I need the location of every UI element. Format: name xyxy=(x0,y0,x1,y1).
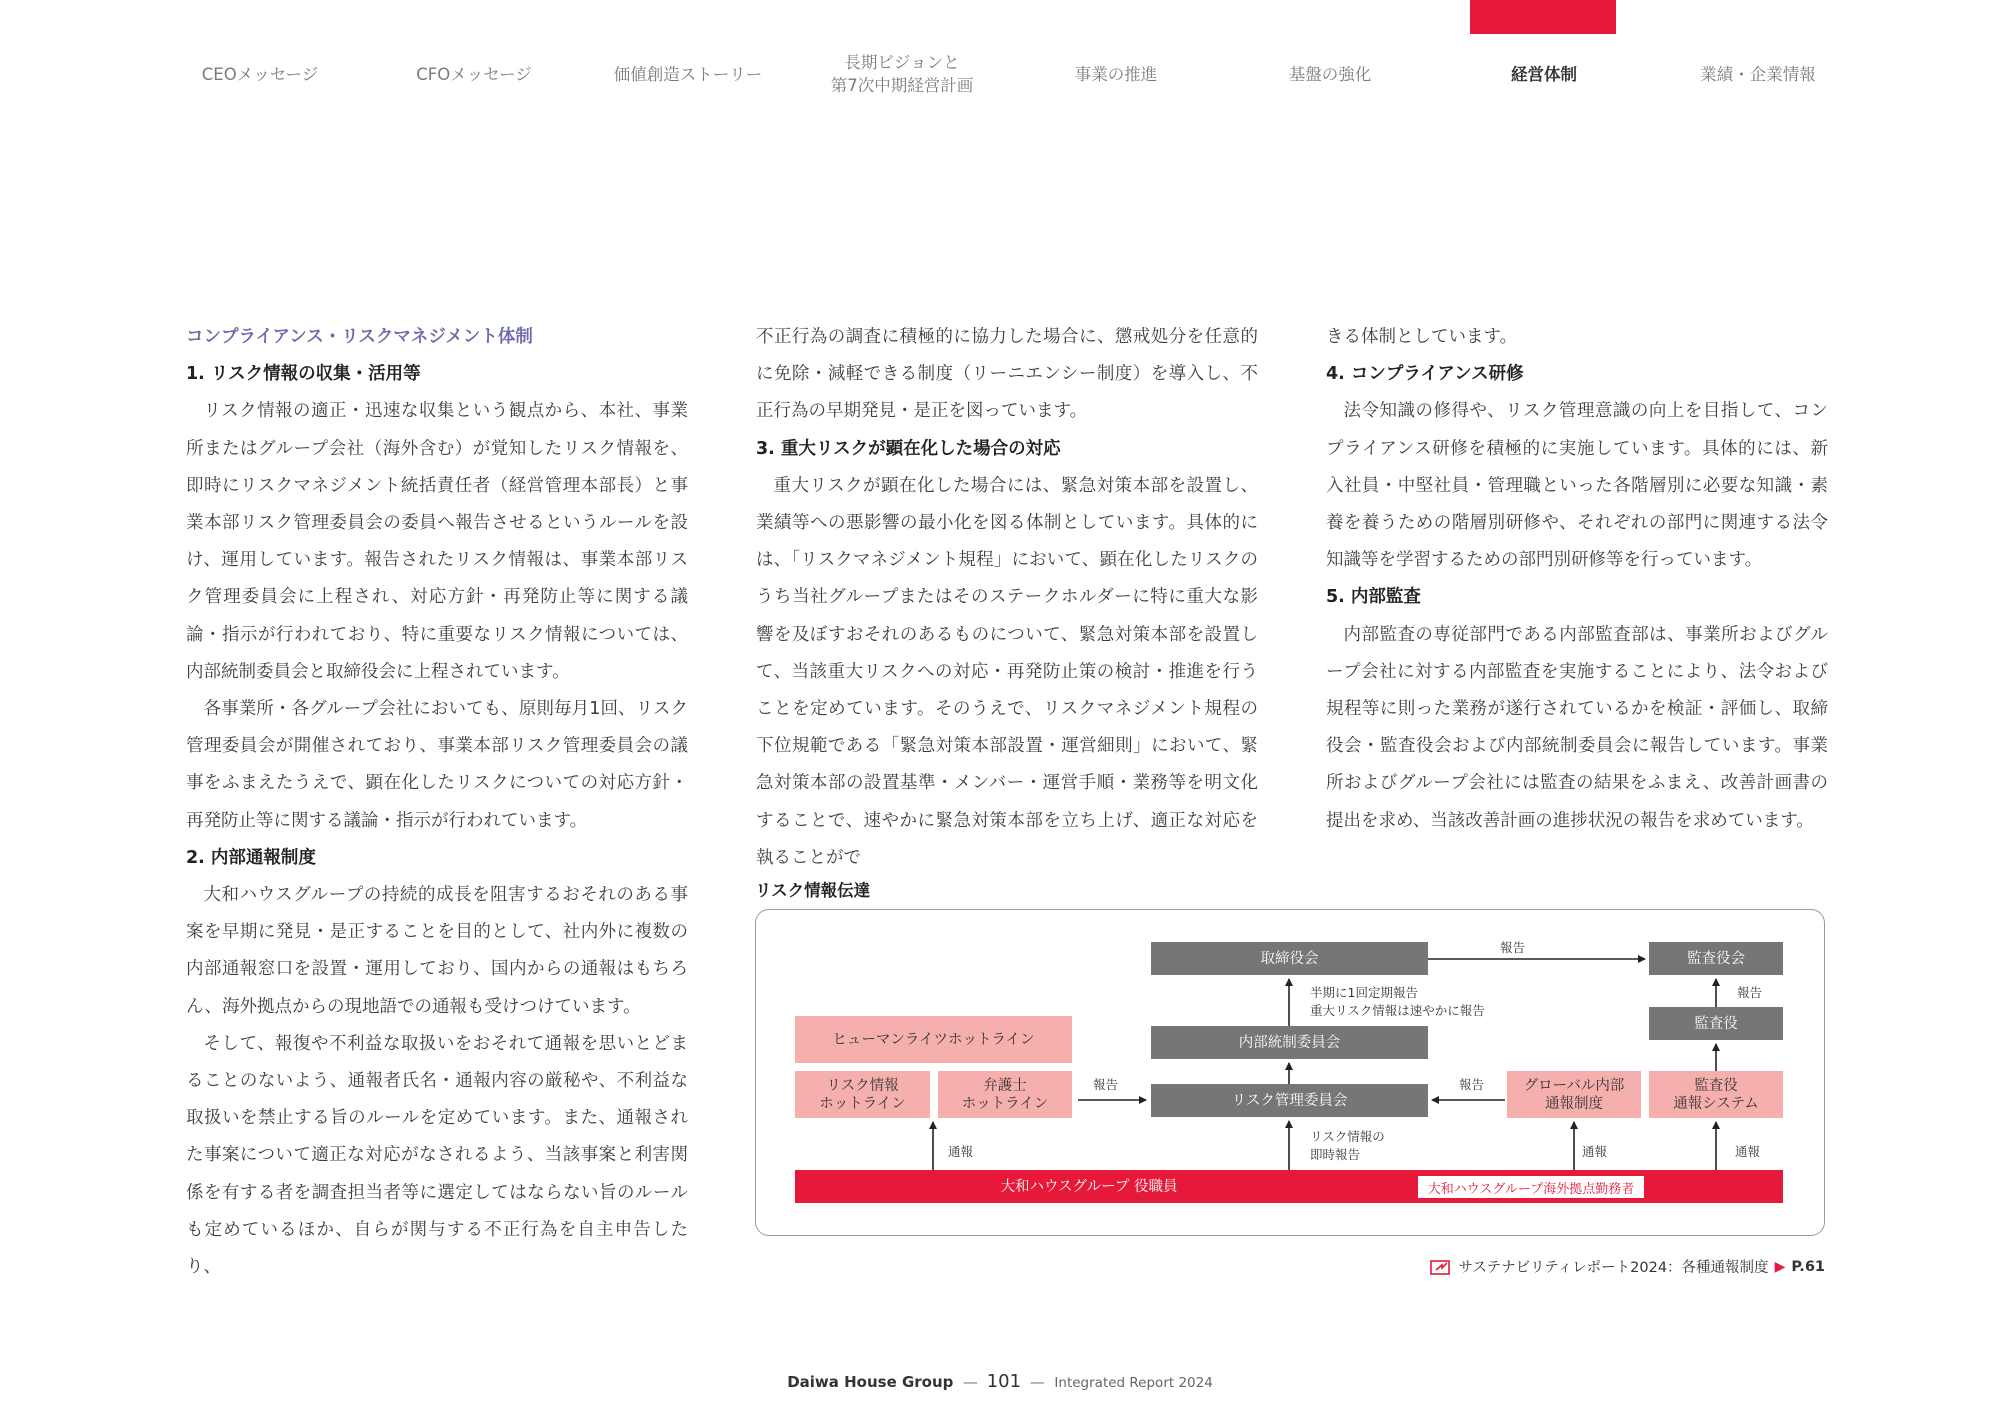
diagram-title: リスク情報伝達 xyxy=(755,881,871,900)
paragraph: きる体制としています。 xyxy=(1326,327,1518,347)
risk-management-committee-box: リスク管理委員会 xyxy=(1151,1084,1428,1117)
label-report-left: 報告 xyxy=(1093,1077,1119,1092)
nav-tab-cfo-message[interactable]: CFOメッセージ xyxy=(416,64,532,84)
heading-risk-info: 1. リスク情報の収集・活用等 xyxy=(186,364,421,385)
label-report-top: 報告 xyxy=(1500,940,1526,955)
heading-whistleblowing: 2. 内部通報制度 xyxy=(186,847,316,868)
section-title: コンプライアンス・リスクマネジメント体制 xyxy=(186,327,533,347)
group-employees-label: 大和ハウスグループ 役職員 xyxy=(1000,1178,1178,1195)
footer-brand: Daiwa House Group xyxy=(787,1373,954,1391)
footer-dash-icon: — xyxy=(958,1373,983,1391)
external-link-icon xyxy=(1430,1258,1452,1276)
paragraph: 内部監査の専従部門である内部監査部は、事業所およびグループ会社に対する内部監査を実施することにより、法令および規程等に則った業務が遂行されているかを検証・評価し、取締役会・監査役会および内部統制委員会に報告しています。事業所およびグループ会社には監査の結果をふまえ、改善計画書の提出を求め、当該改善計画の進捗状況の報告を求めています。 xyxy=(1326,624,1828,831)
label-notify-mid: 通報 xyxy=(1582,1144,1608,1159)
audit-board-box: 監査役会 xyxy=(1649,942,1783,975)
footer-dash-icon: — xyxy=(1025,1373,1050,1391)
page-number: 101 xyxy=(986,1371,1022,1392)
paragraph: 大和ハウスグループの持続的成長を阻害するおそれのある事案を早期に発見・是正することを目的として、社内外に複数の内部通報窓口を設置・運用しており、国内からの通報はもちろん、海外拠点からの現地語での通報も受けつけています。 xyxy=(186,885,688,1017)
paragraph: リスク情報の適正・迅速な収集という観点から、本社、事業所またはグループ会社（海外含む）が覚知したリスク情報を、即時にリスクマネジメント統括責任者（経営管理本部長）と事業本部リスク管理委員会の委員へ報告させるというルールを設け、運用しています。報告されたリスク情報は、事業本部リスク管理委員会に上程され、対応方針・再発防止等に関する議論・指示が行われており、特に重要なリスク情報については、内部統制委員会と取締役会に上程されています。 xyxy=(186,401,688,682)
label-immediate-report: リスク情報の 即時報告 xyxy=(1310,1129,1385,1162)
auditor-box: 監査役 xyxy=(1649,1007,1783,1040)
lawyer-hotline-box: 弁護士 ホットライン xyxy=(938,1071,1072,1118)
nav-tab-performance[interactable]: 業績・企業情報 xyxy=(1700,64,1816,84)
global-whistleblowing-box: グローバル内部 通報制度 xyxy=(1507,1071,1641,1118)
overseas-staff-badge: 大和ハウスグループ海外拠点勤務者 xyxy=(1418,1176,1644,1198)
sustainability-report-link[interactable] xyxy=(1430,1256,1825,1277)
internal-control-committee-box: 内部統制委員会 xyxy=(1151,1026,1428,1059)
label-notify-left: 通報 xyxy=(948,1144,974,1159)
page-footer xyxy=(0,1371,2000,1392)
auditor-reporting-system-box: 監査役 通報システム xyxy=(1649,1071,1783,1118)
nav-tab-governance[interactable]: 経営体制 xyxy=(1511,64,1577,84)
heading-internal-audit: 5. 内部監査 xyxy=(1326,587,1421,608)
heading-major-risk: 3. 重大リスクが顕在化した場合の対応 xyxy=(756,438,1061,459)
human-rights-hotline-box: ヒューマンライツホットライン xyxy=(795,1016,1072,1063)
paragraph: 不正行為の調査に積極的に協力した場合に、懲戒処分を任意的に免除・減軽できる制度（リーニエンシー制度）を導入し、不正行為の早期発見・是正を図っています。 xyxy=(756,327,1258,422)
nav-tab-business[interactable]: 事業の推進 xyxy=(1074,64,1158,84)
label-report-auditor: 報告 xyxy=(1737,985,1763,1000)
heading-compliance-training: 4. コンプライアンス研修 xyxy=(1326,364,1524,385)
nav-tab-ceo-message[interactable]: CEOメッセージ xyxy=(201,64,319,84)
nav-tab-long-term-vision[interactable]: 長期ビジョンと 第7次中期経営計画 xyxy=(830,53,974,95)
reference-text: サステナビリティレポート2024：各種通報制度 xyxy=(1458,1260,1769,1276)
label-notify-right: 通報 xyxy=(1735,1144,1761,1159)
footer-report-name: Integrated Report 2024 xyxy=(1054,1375,1213,1391)
play-triangle-icon: ▶ xyxy=(1774,1258,1786,1275)
paragraph: 重大リスクが顕在化した場合には、緊急対策本部を設置し、業績等への悪影響の最小化を図る体制としています。具体的には、「リスクマネジメント規程」において、顕在化したリスクのうち当社グループまたはそのステークホルダーに特に重大な影響を及ぼすおそれのあるものについて、緊急対策本部を設置して、当該重大リスクへの対応・再発防止策の検討・推進を行うことを定めています。そのうえで、リスクマネジメント規程の下位規範である「緊急対策本部設置・運営細則」において、緊急対策本部の設置基準・メンバー・運営手順・業務等を明文化することで、速やかに緊急対策本部を立ち上げ、適正な対応を執ることがで xyxy=(756,475,1258,868)
nav-tab-value-creation[interactable]: 価値創造ストーリー xyxy=(613,64,763,84)
label-report-right: 報告 xyxy=(1459,1077,1485,1092)
reference-page: P.61 xyxy=(1791,1258,1825,1275)
risk-info-hotline-box: リスク情報 ホットライン xyxy=(795,1071,930,1118)
paragraph: そして、報復や不利益な取扱いをおそれて通報を思いとどまることのないよう、通報者氏名・通報内容の厳秘や、不利益な取扱いを禁止する旨のルールを定めています。また、通報された事案について適正な対応がなされるよう、当該事案と利害関係を有する者を調査担当者等に選定してはならない旨のルールも定めているほか、自らが関与する不正行為を自主申告したり、 xyxy=(186,1033,688,1278)
paragraph: 法令知識の修得や、リスク管理意識の向上を目指して、コンプライアンス研修を積極的に実施しています。具体的には、新入社員・中堅社員・管理職といった各階層別に必要な知識・素養を養うための階層別研修や、それぞれの部門に関連する法令知識等を学習するための部門別研修等を行っています。 xyxy=(1326,401,1828,571)
paragraph: 各事業所・各グループ会社においても、原則毎月1回、リスク管理委員会が開催されており、事業本部リスク管理委員会の議事をふまえたうえで、顕在化したリスクについての対応方針・再発防止等に関する議論・指示が行われています。 xyxy=(186,699,688,831)
label-periodic-report: 半期に1回定期報告 重大リスク情報は速やかに報告 xyxy=(1310,985,1485,1018)
nav-tab-foundation[interactable]: 基盤の強化 xyxy=(1288,64,1372,84)
board-of-directors-box: 取締役会 xyxy=(1151,942,1428,975)
